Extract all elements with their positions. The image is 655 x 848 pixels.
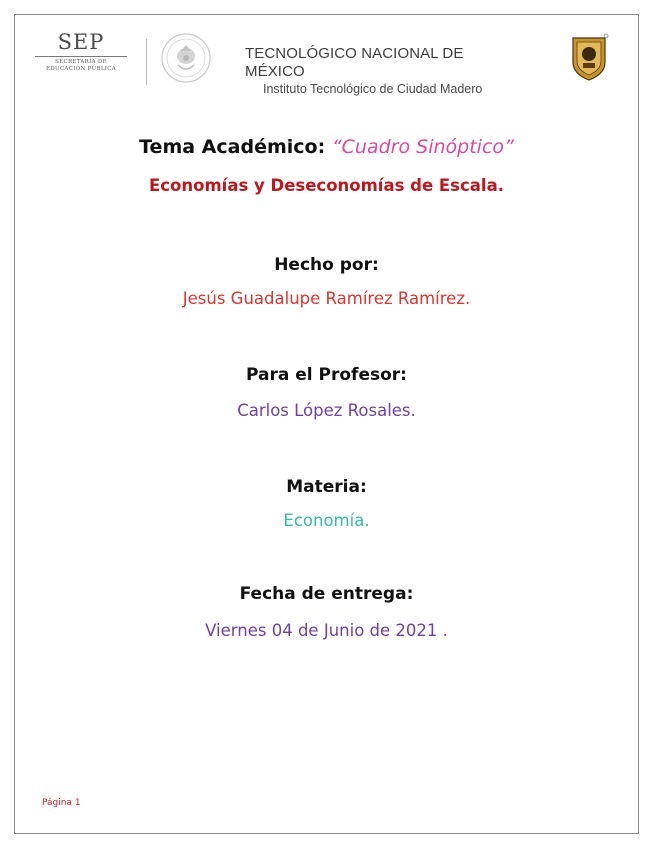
- course-value: Economía.: [283, 511, 370, 530]
- sep-logo-title: SEP: [57, 30, 105, 54]
- seal-icon: [160, 29, 212, 87]
- tema-line: [15, 136, 638, 158]
- sep-logo-subtitle-1: SECRETARÍA DE: [55, 59, 107, 65]
- subject-title: Economías y Deseconomías de Escala.: [149, 176, 504, 195]
- date-label: Fecha de entrega:: [239, 584, 414, 604]
- document-header: [15, 15, 638, 105]
- date-value: Viernes 04 de Junio de 2021 .: [205, 621, 448, 640]
- institution-campus: Instituto Tecnológico de Ciudad Madero: [263, 82, 483, 96]
- sep-logo-subtitle-2: EDUCACIÓN PÚBLICA: [45, 66, 117, 72]
- page-number: Página 1: [42, 798, 81, 808]
- author-value: Jesús Guadalupe Ramírez Ramírez.: [182, 289, 471, 308]
- crest-icon: [569, 32, 609, 82]
- institution-block: [245, 45, 525, 97]
- professor-value: Carlos López Rosales.: [237, 401, 416, 420]
- sep-logo: [35, 31, 127, 73]
- professor-label: Para el Profesor:: [246, 365, 407, 385]
- tema-label: Tema Académico:: [139, 136, 326, 158]
- document-page: [14, 14, 639, 834]
- course-label: Materia:: [286, 477, 367, 497]
- header-divider: [146, 39, 147, 85]
- author-label: Hecho por:: [274, 255, 379, 275]
- sep-logo-rule: [35, 56, 127, 57]
- tema-value: “Cuadro Sinóptico”: [331, 136, 514, 158]
- institution-name: TECNOLÓGICO NACIONAL DE MÉXICO: [245, 45, 464, 80]
